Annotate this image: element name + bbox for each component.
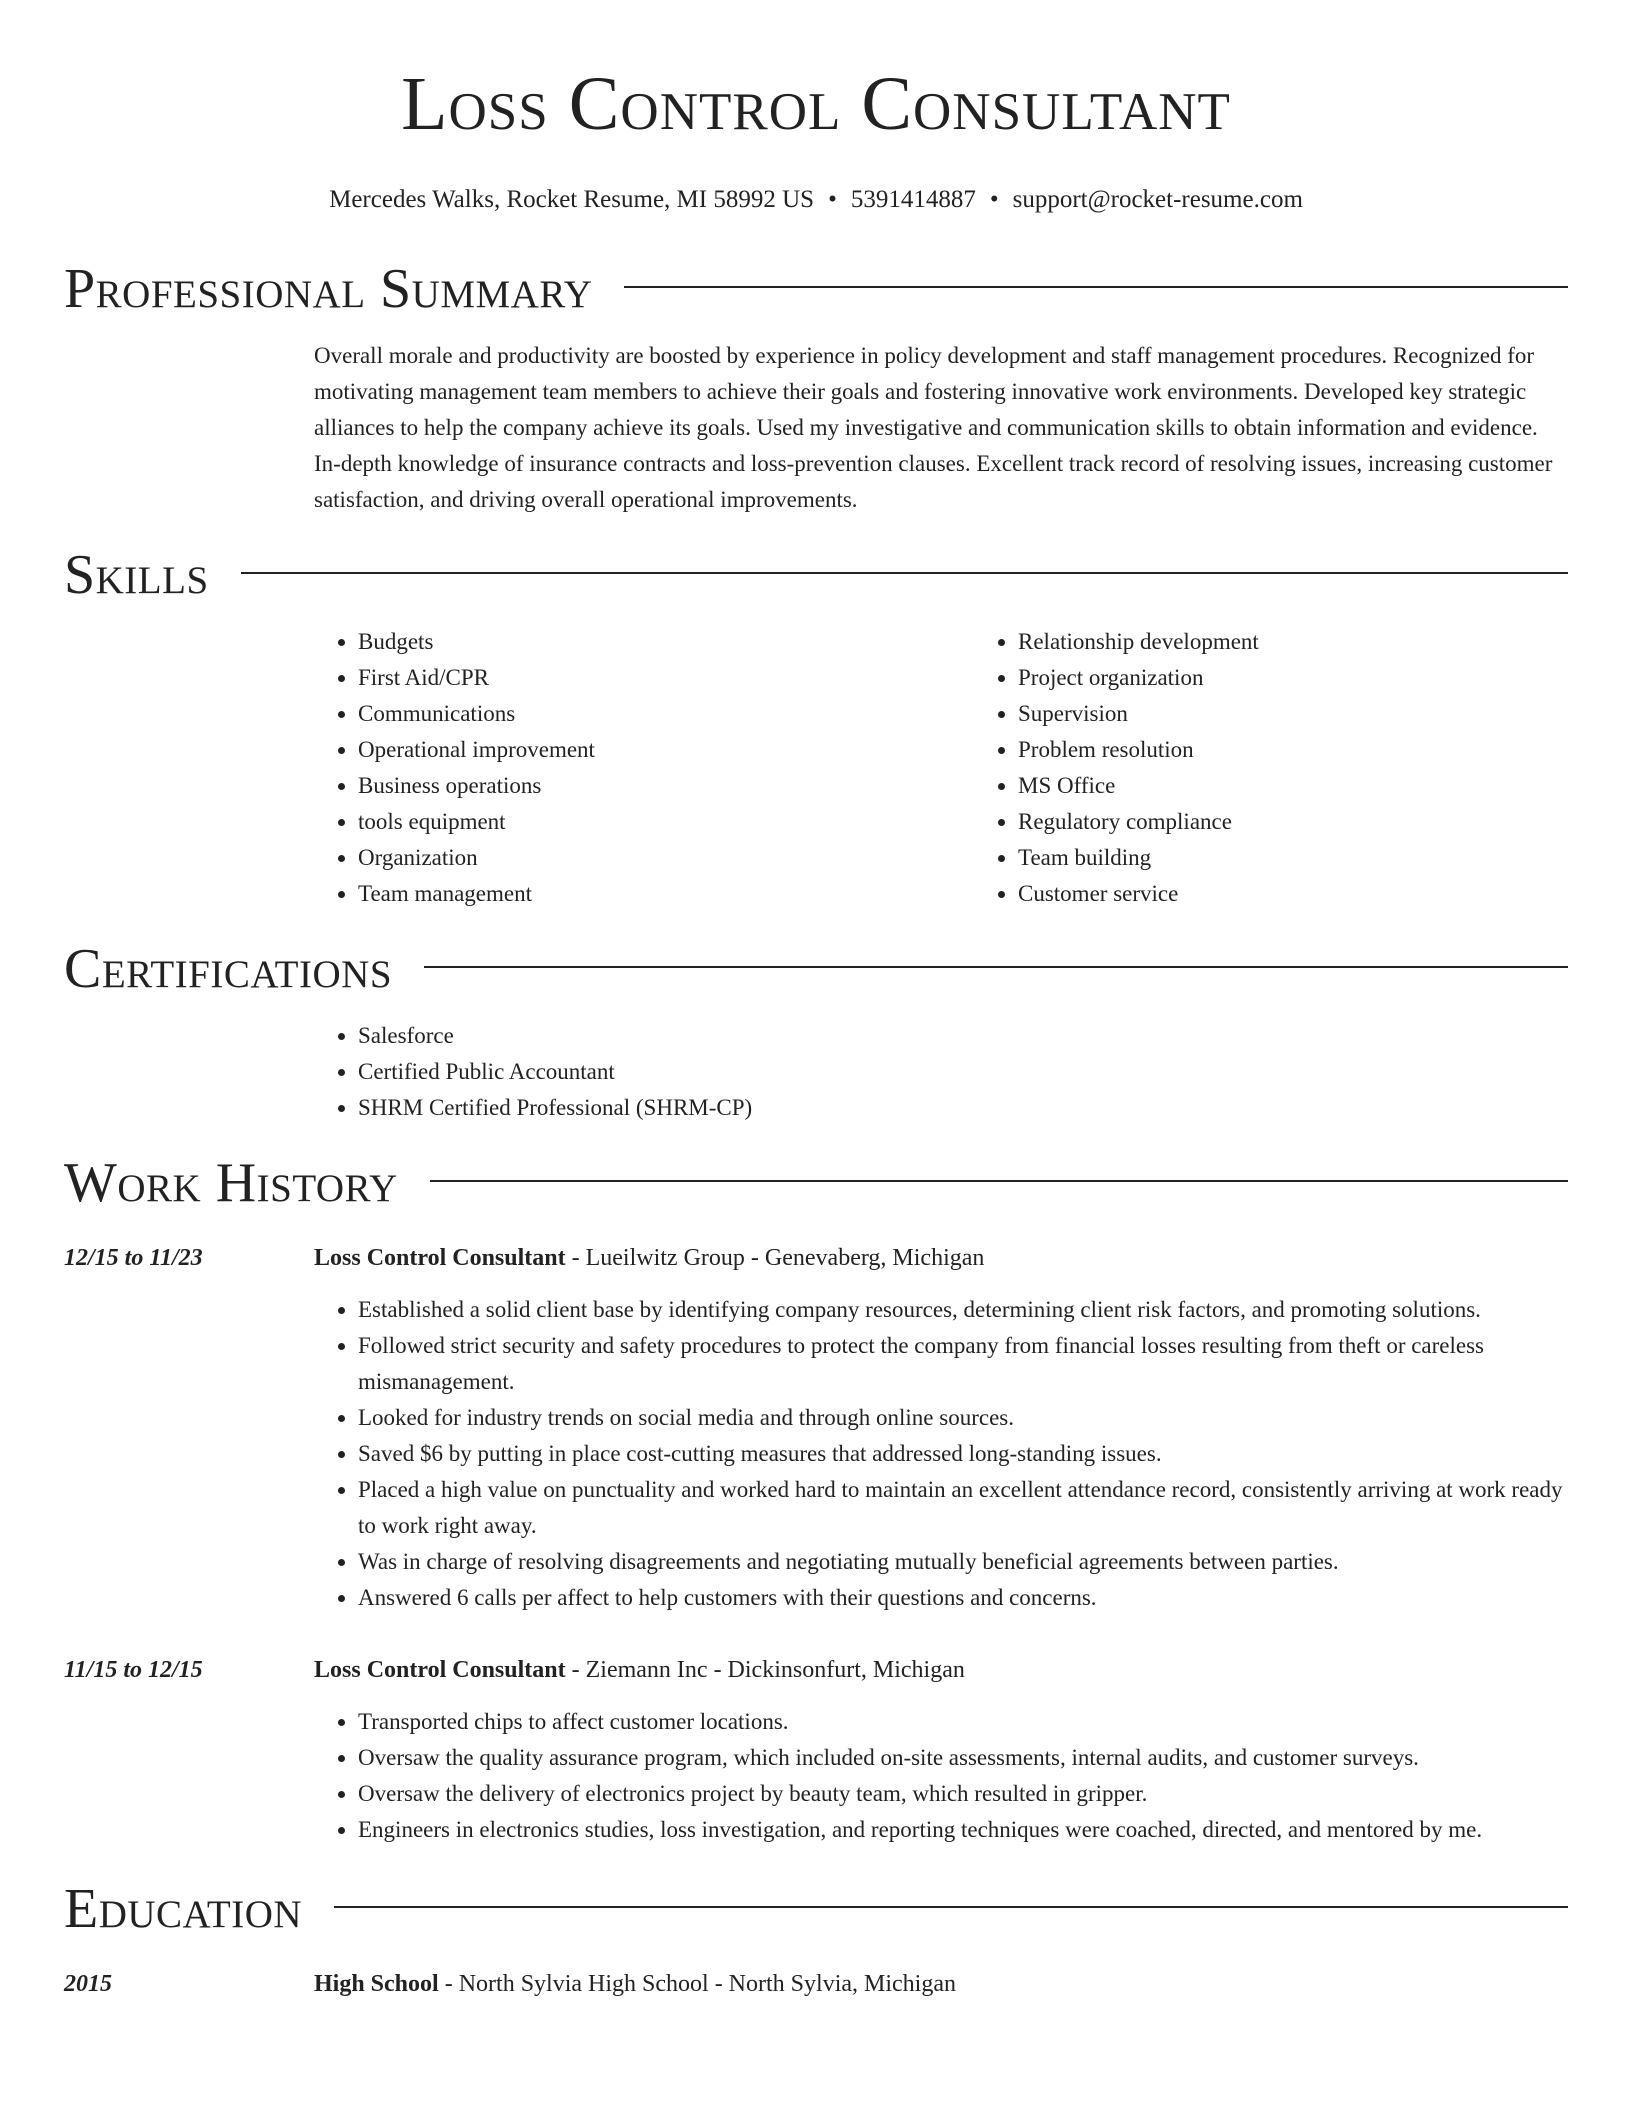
job-title: Loss Control Consultant [314,1245,566,1271]
education-dates: 2015 [64,1971,112,1997]
contact-email: support@rocket-resume.com [1012,186,1303,213]
skill-item: • Team management [358,876,974,912]
skill-item: • tools equipment [358,804,974,840]
section-work-history [64,1148,1568,1848]
skills-list-left [314,624,974,912]
education-degree: High School [314,1971,439,1997]
skill-item: • Supervision [1018,696,1632,732]
job-bullet: • Looked for industry trends on social media and through online sources. [358,1400,1568,1436]
skill-item: • Business operations [358,768,974,804]
job-employer-location: - Ziemann Inc - Dickinsonfurt, Michigan [565,1657,965,1683]
section-header [64,1148,1568,1218]
skill-item: • Communications [358,696,974,732]
job-dates: 11/15 to 12/15 [64,1657,203,1683]
job-bullet: • Placed a high value on punctuality and worked hard to maintain an excellent attendance record, consistently arriving at work ready to work right away. [358,1472,1568,1544]
job-bullet: • Engineers in electronics studies, loss investigation, and reporting techniques were coached, directed, and mentored by me. [358,1812,1568,1848]
section-divider [334,1906,1568,1908]
skill-item: • Organization [358,840,974,876]
education-heading [314,1966,1568,2002]
section-header [64,1874,1568,1944]
contact-name-address: Mercedes Walks, Rocket Resume, MI 58992 US [329,186,815,213]
skill-item: • Project organization [1018,660,1632,696]
section-education [64,1874,1568,2002]
section-heading: Work History [64,1152,398,1214]
job-entry [64,1240,1568,1616]
summary-text: Overall morale and productivity are boosted by experience in policy development and staff management procedures. Recognized for motivating management team members to achieve their goals and fostering innovative work environments. Developed key strategic alliances to help the company achieve its goals. Used my investigative and communication skills to obtain information and evidence. In-depth knowledge of insurance contracts and loss-prevention clauses. Excellent track record of resolving issues, increasing customer satisfaction, and driving overall operational improvements. [314,343,1553,512]
work-history-list [64,1240,1568,1848]
contact-phone: 5391414887 [850,186,976,213]
section-divider [624,286,1568,288]
skill-item: • Operational improvement [358,732,974,768]
job-body [314,1240,1568,1616]
job-bullets [314,1292,1568,1616]
certification-item: • Certified Public Accountant [358,1054,1568,1090]
job-bullet: • Followed strict security and safety procedures to protect the company from financial losses resulting from theft or careless mismanagement. [358,1328,1568,1400]
section-heading: Skills [64,544,209,606]
resume-title: Loss Control Consultant [401,62,1231,146]
job-heading [314,1240,1568,1276]
job-heading [314,1652,1568,1688]
skill-item: • Relationship development [1018,624,1632,660]
job-bullets [314,1704,1568,1848]
job-employer-location: - Lueilwitz Group - Genevaberg, Michigan [565,1245,985,1271]
skill-item: • Customer service [1018,876,1632,912]
section-divider [241,572,1568,574]
section-certifications [64,934,1568,1126]
certifications-list [314,1018,1568,1126]
certification-item: • SHRM Certified Professional (SHRM-CP) [358,1090,1568,1126]
section-header [64,934,1568,1004]
section-heading: Education [64,1878,303,1940]
section-divider [424,966,1568,968]
section-skills [64,540,1568,912]
education-list [64,1966,1568,2002]
contact-separator: • [989,186,999,213]
certification-item: • Salesforce [358,1018,1568,1054]
section-header [64,540,1568,610]
skill-item: • MS Office [1018,768,1632,804]
education-entry [64,1966,1568,2002]
job-dates: 12/15 to 11/23 [64,1245,203,1271]
certifications-block [314,1018,1568,1126]
skills-list-right [974,624,1632,912]
skill-item: • Problem resolution [1018,732,1632,768]
job-entry [64,1652,1568,1848]
skill-item: • Regulatory compliance [1018,804,1632,840]
education-school-location: - North Sylvia High School - North Sylvia, Michigan [438,1971,956,1997]
job-body [314,1652,1568,1848]
job-bullet: • Oversaw the quality assurance program, which included on-site assessments, internal audits, and customer surveys. [358,1740,1568,1776]
section-heading: Professional Summary [64,258,593,320]
section-professional-summary [64,254,1568,518]
skill-item: • Team building [1018,840,1632,876]
job-bullet: • Was in charge of resolving disagreements and negotiating mutually beneficial agreements between parties. [358,1544,1568,1580]
job-title: Loss Control Consultant [314,1657,566,1683]
job-bullet: • Established a solid client base by identifying company resources, determining client risk factors, and promoting solutions. [358,1292,1568,1328]
contact-line [0,184,1632,216]
section-header [64,254,1568,324]
section-heading: Certifications [64,938,393,1000]
contact-separator: • [828,186,837,213]
skills-columns [314,624,1568,912]
skill-item: • Budgets [358,624,974,660]
job-bullet: • Answered 6 calls per affect to help customers with their questions and concerns. [358,1580,1568,1616]
section-divider [430,1180,1568,1182]
job-bullet: • Oversaw the delivery of electronics project by beauty team, which resulted in gripper. [358,1776,1568,1812]
education-body [314,1966,1568,2002]
job-bullet: • Transported chips to affect customer locations. [358,1704,1568,1740]
job-bullet: • Saved $6 by putting in place cost-cutting measures that addressed long-standing issues. [358,1436,1568,1472]
skill-item: • First Aid/CPR [358,660,974,696]
